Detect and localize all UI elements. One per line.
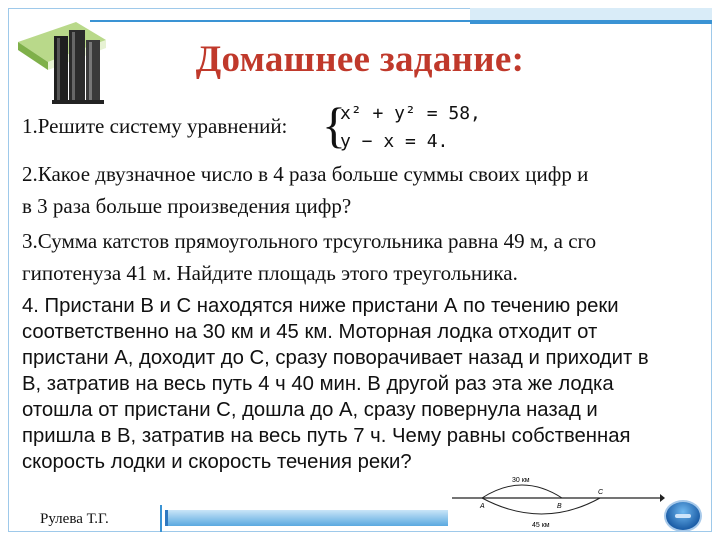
top-accent-line bbox=[90, 20, 712, 22]
task1-text: 1.Решите систему уравнений: bbox=[22, 114, 288, 138]
task2-line-1: 2.Какое двузначное число в 4 раза больше суммы своих цифр и bbox=[22, 162, 589, 186]
label-top: 30 км bbox=[512, 477, 530, 484]
page-title: Домашнее задание: bbox=[195, 39, 525, 80]
river-arrow bbox=[660, 494, 665, 502]
system-brace: { bbox=[322, 97, 346, 153]
next-arrow-icon bbox=[675, 514, 691, 518]
footer-author: Рулева Т.Г. bbox=[40, 511, 109, 527]
arc-top bbox=[482, 485, 562, 498]
task4-line-2: соответственно на 30 км и 45 км. Моторная лодка отходит от bbox=[22, 321, 598, 343]
point-c-label: C bbox=[598, 489, 604, 496]
next-slide-button[interactable] bbox=[664, 500, 702, 532]
task3-line-2: гипотенуза 41 м. Найдите площадь этого треугольника. bbox=[22, 261, 518, 285]
task1-equation-2: y − x = 4. bbox=[340, 131, 449, 152]
task4-line-6: пришла в В, затратив на весь путь 7 ч. Чему равны собственная bbox=[22, 425, 631, 447]
task3-line-1: 3.Сумма катстов прямоугольного трсугольника равна 49 м, а сго bbox=[22, 229, 597, 253]
river-diagram bbox=[450, 470, 665, 532]
task1-equation-1: x² + y² = 58, bbox=[340, 103, 481, 124]
task2-line-2: в 3 раза больше произведения цифр? bbox=[22, 194, 352, 218]
task4-line-3: пристани А, доходит до С, сразу поворачивает назад и приходит в bbox=[22, 347, 649, 369]
label-bottom: 45 км bbox=[532, 522, 550, 529]
task4-line-4: В, затратив на весь путь 4 ч 40 мин. В другой раз эта же лодка bbox=[22, 373, 614, 395]
point-b-label: B bbox=[557, 503, 562, 510]
point-a-label: A bbox=[480, 503, 485, 510]
task4-line-1: 4. Пристани В и С находятся ниже пристани А по течению реки bbox=[22, 295, 619, 317]
arc-bottom bbox=[482, 498, 600, 514]
task4-line-7: скорость лодки и скорость течения реки? bbox=[22, 451, 412, 473]
task4-line-5: отошла от пристани С, дошла до А, сразу повернула назад и bbox=[22, 399, 598, 421]
footer-accent-bar bbox=[165, 510, 448, 526]
